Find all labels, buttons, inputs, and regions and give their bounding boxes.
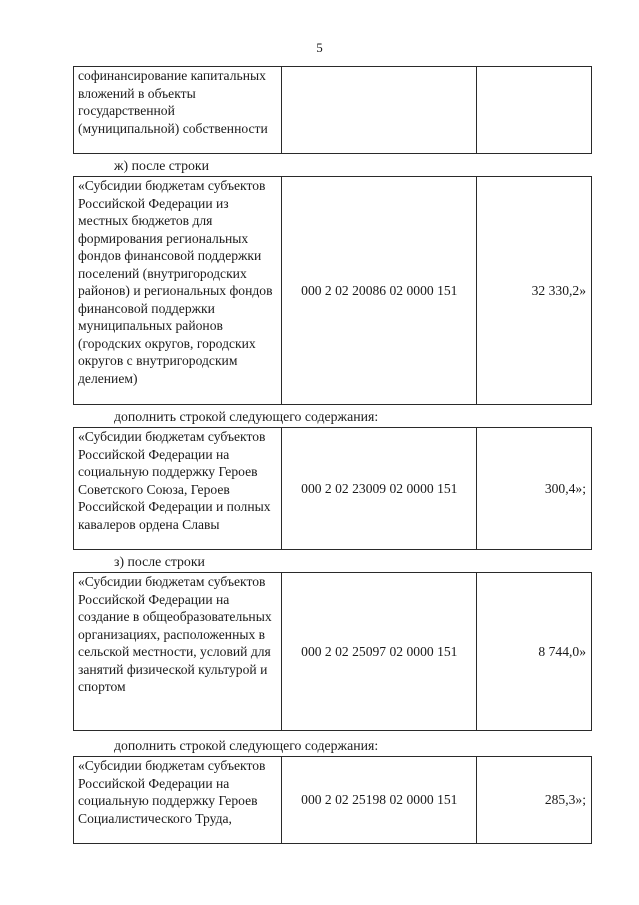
row-name-cell: «Субсидии бюджетам субъектов Российской Федерации на социальную поддержку Героев Советского Союза, Героев Российской Федерации и полных кавалеров ордена Славы <box>78 429 271 532</box>
instruction-text: дополнить строкой следующего содержания: <box>114 409 379 424</box>
row-value-cell: 285,3»; <box>476 757 591 843</box>
row-code-cell: 000 2 02 25097 02 0000 151 <box>281 573 476 730</box>
row-value-cell: 8 744,0» <box>476 573 591 730</box>
row-name-cell: «Субсидии бюджетам субъектов Российской Федерации из местных бюджетов для формирования региональных фондов финансовой поддержки поселений (внутригородских районов) и региональных фондов финансовой поддержки муниципальных районов (городских округов, городских округов с внутригородским делением) <box>78 178 273 386</box>
row-value-cell <box>476 67 591 153</box>
row-code-cell <box>281 67 476 153</box>
row-name-cell: «Субсидии бюджетам субъектов Российской Федерации на социальную поддержку Героев Социалистического Труда, <box>78 758 266 826</box>
table-row <box>73 756 592 844</box>
instruction-text: ж) после строки <box>114 158 209 173</box>
row-code-cell: 000 2 02 25198 02 0000 151 <box>281 757 476 843</box>
row-name-cell: софинансирование капитальных вложений в объекты государственной (муниципальной) собственности <box>78 68 268 136</box>
row-code-cell: 000 2 02 23009 02 0000 151 <box>281 428 476 549</box>
row-value-cell: 300,4»; <box>476 428 591 549</box>
table-row <box>73 176 592 405</box>
table-row <box>73 572 592 731</box>
table-row <box>73 427 592 550</box>
instruction-text: дополнить строкой следующего содержания: <box>114 738 379 753</box>
row-code-cell: 000 2 02 20086 02 0000 151 <box>281 177 476 404</box>
instruction-text: з) после строки <box>114 554 205 569</box>
row-name-cell: «Субсидии бюджетам субъектов Российской Федерации на создание в общеобразовательных организациях, расположенных в сельской местности, условий для занятий физической культурой и спортом <box>78 574 272 694</box>
row-value-cell: 32 330,2» <box>476 177 591 404</box>
page-number: 5 <box>316 40 323 55</box>
table-row <box>73 66 592 154</box>
